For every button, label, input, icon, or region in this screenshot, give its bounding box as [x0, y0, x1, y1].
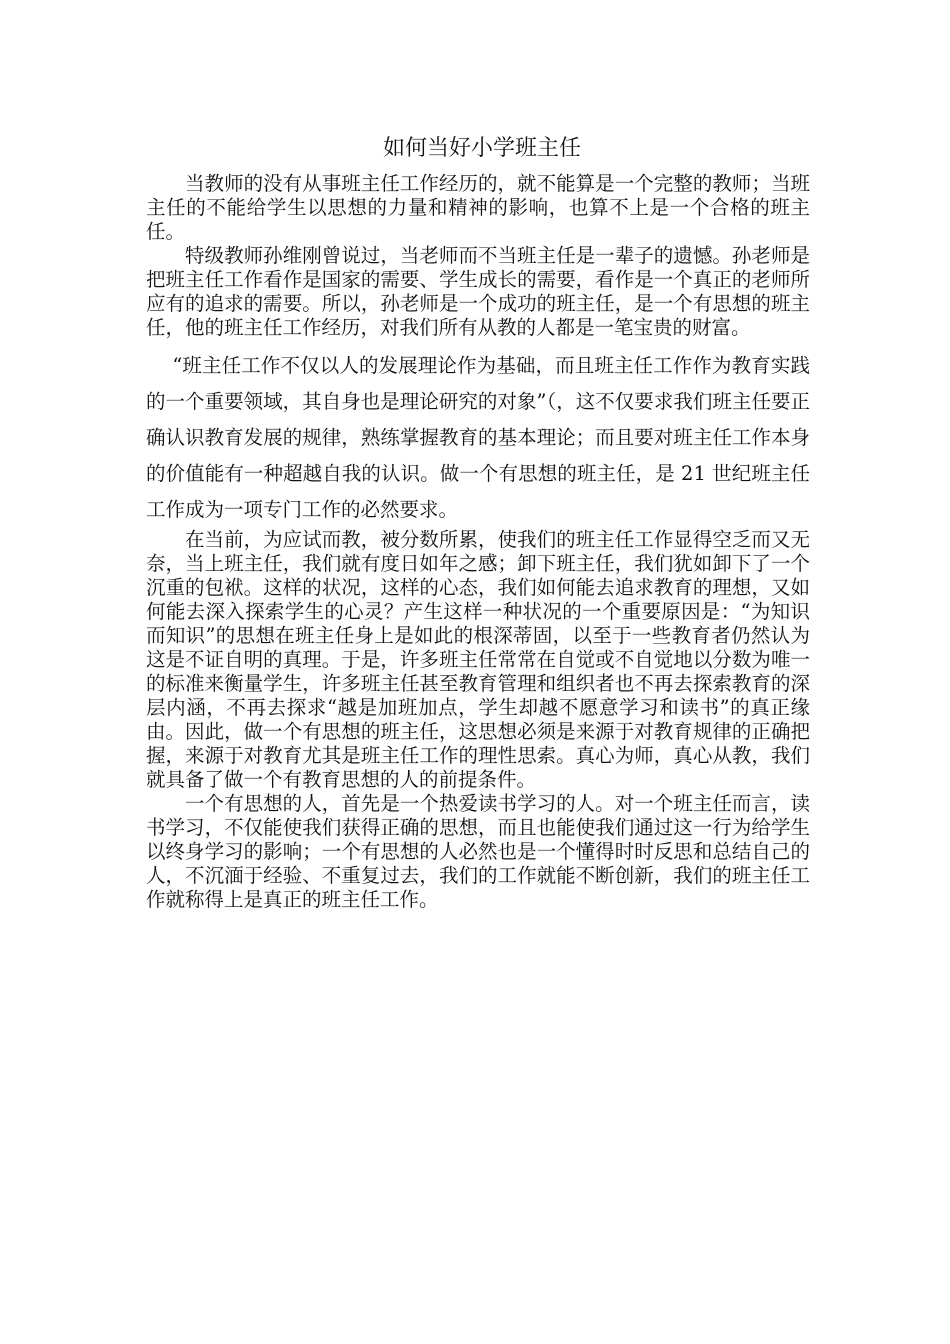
paragraph-4: 在当前，为应试而教，被分数所累，使我们的班主任工作显得空乏而又无奈，当上班主任，我们就有度日如年之感；卸下班主任，我们犹如卸下了一个沉重的包袱。这样的状况，这样的心态，我们如何能去追求教育的理想，又如何能去深入探索学生的心灵？产生这样一种状况的一个重要原因是：“为知识而知识”的思想在班主任身上是如此的根深蒂固，以至于一些教育者仍然认为这是不证自明的真理。于是，许多班主任常常在自觉或不自觉地以分数为唯一的标准来衡量学生，许多班主任甚至教育管理和组织者也不再去探索教育的深层内涵，不再去探求“越是加班加点，学生却越不愿意学习和读书”的真正缘由。因此，做一个有思想的班主任，这思想必须是来源于对教育规律的正确把握，来源于对教育尤其是班主任工作的理性思索。真心为师，真心从教，我们就具备了做一个有教育思想的人的前提条件。	[146, 528, 810, 791]
paragraph-5: 一个有思想的人，首先是一个热爱读书学习的人。对一个班主任而言，读书学习，不仅能使我们获得正确的思想，而且也能使我们通过这一行为给学生以终身学习的影响；一个有思想的人必然也是一个懂得时时反思和总结自己的人，不沉湎于经验、不重复过去，我们的工作就能不断创新，我们的班主任工作就称得上是真正的班主任工作。	[146, 792, 810, 911]
paragraph-3-quote: “班主任工作不仅以人的发展理论作为基础，而且班主任工作作为教育实践的一个重要领域，其自身也是理论研究的对象”（，这不仅要求我们班主任要正确认识教育发展的规律，熟练掌握教育的基本理论；而且要对班主任工作本身的价值能有一种超越自我的认识。做一个有思想的班主任，是 21 世纪班主任工作成为一项专门工作的必然要求。	[146, 354, 810, 521]
document-body	[146, 134, 810, 912]
document-title: 如何当好小学班主任	[382, 136, 581, 161]
paragraph-1: 当教师的没有从事班主任工作经历的，就不能算是一个完整的教师；当班主任的不能给学生以思想的力量和精神的影响，也算不上是一个合格的班主任。	[146, 172, 810, 243]
paragraph-2: 特级教师孙维刚曾说过，当老师而不当班主任是一辈子的遗憾。孙老师是把班主任工作看作是国家的需要、学生成长的需要，看作是一个真正的老师所应有的追求的需要。所以，孙老师是一个成功的班主任，是一个有思想的班主任，他的班主任工作经历，对我们所有从教的人都是一笔宝贵的财富。	[146, 244, 810, 339]
